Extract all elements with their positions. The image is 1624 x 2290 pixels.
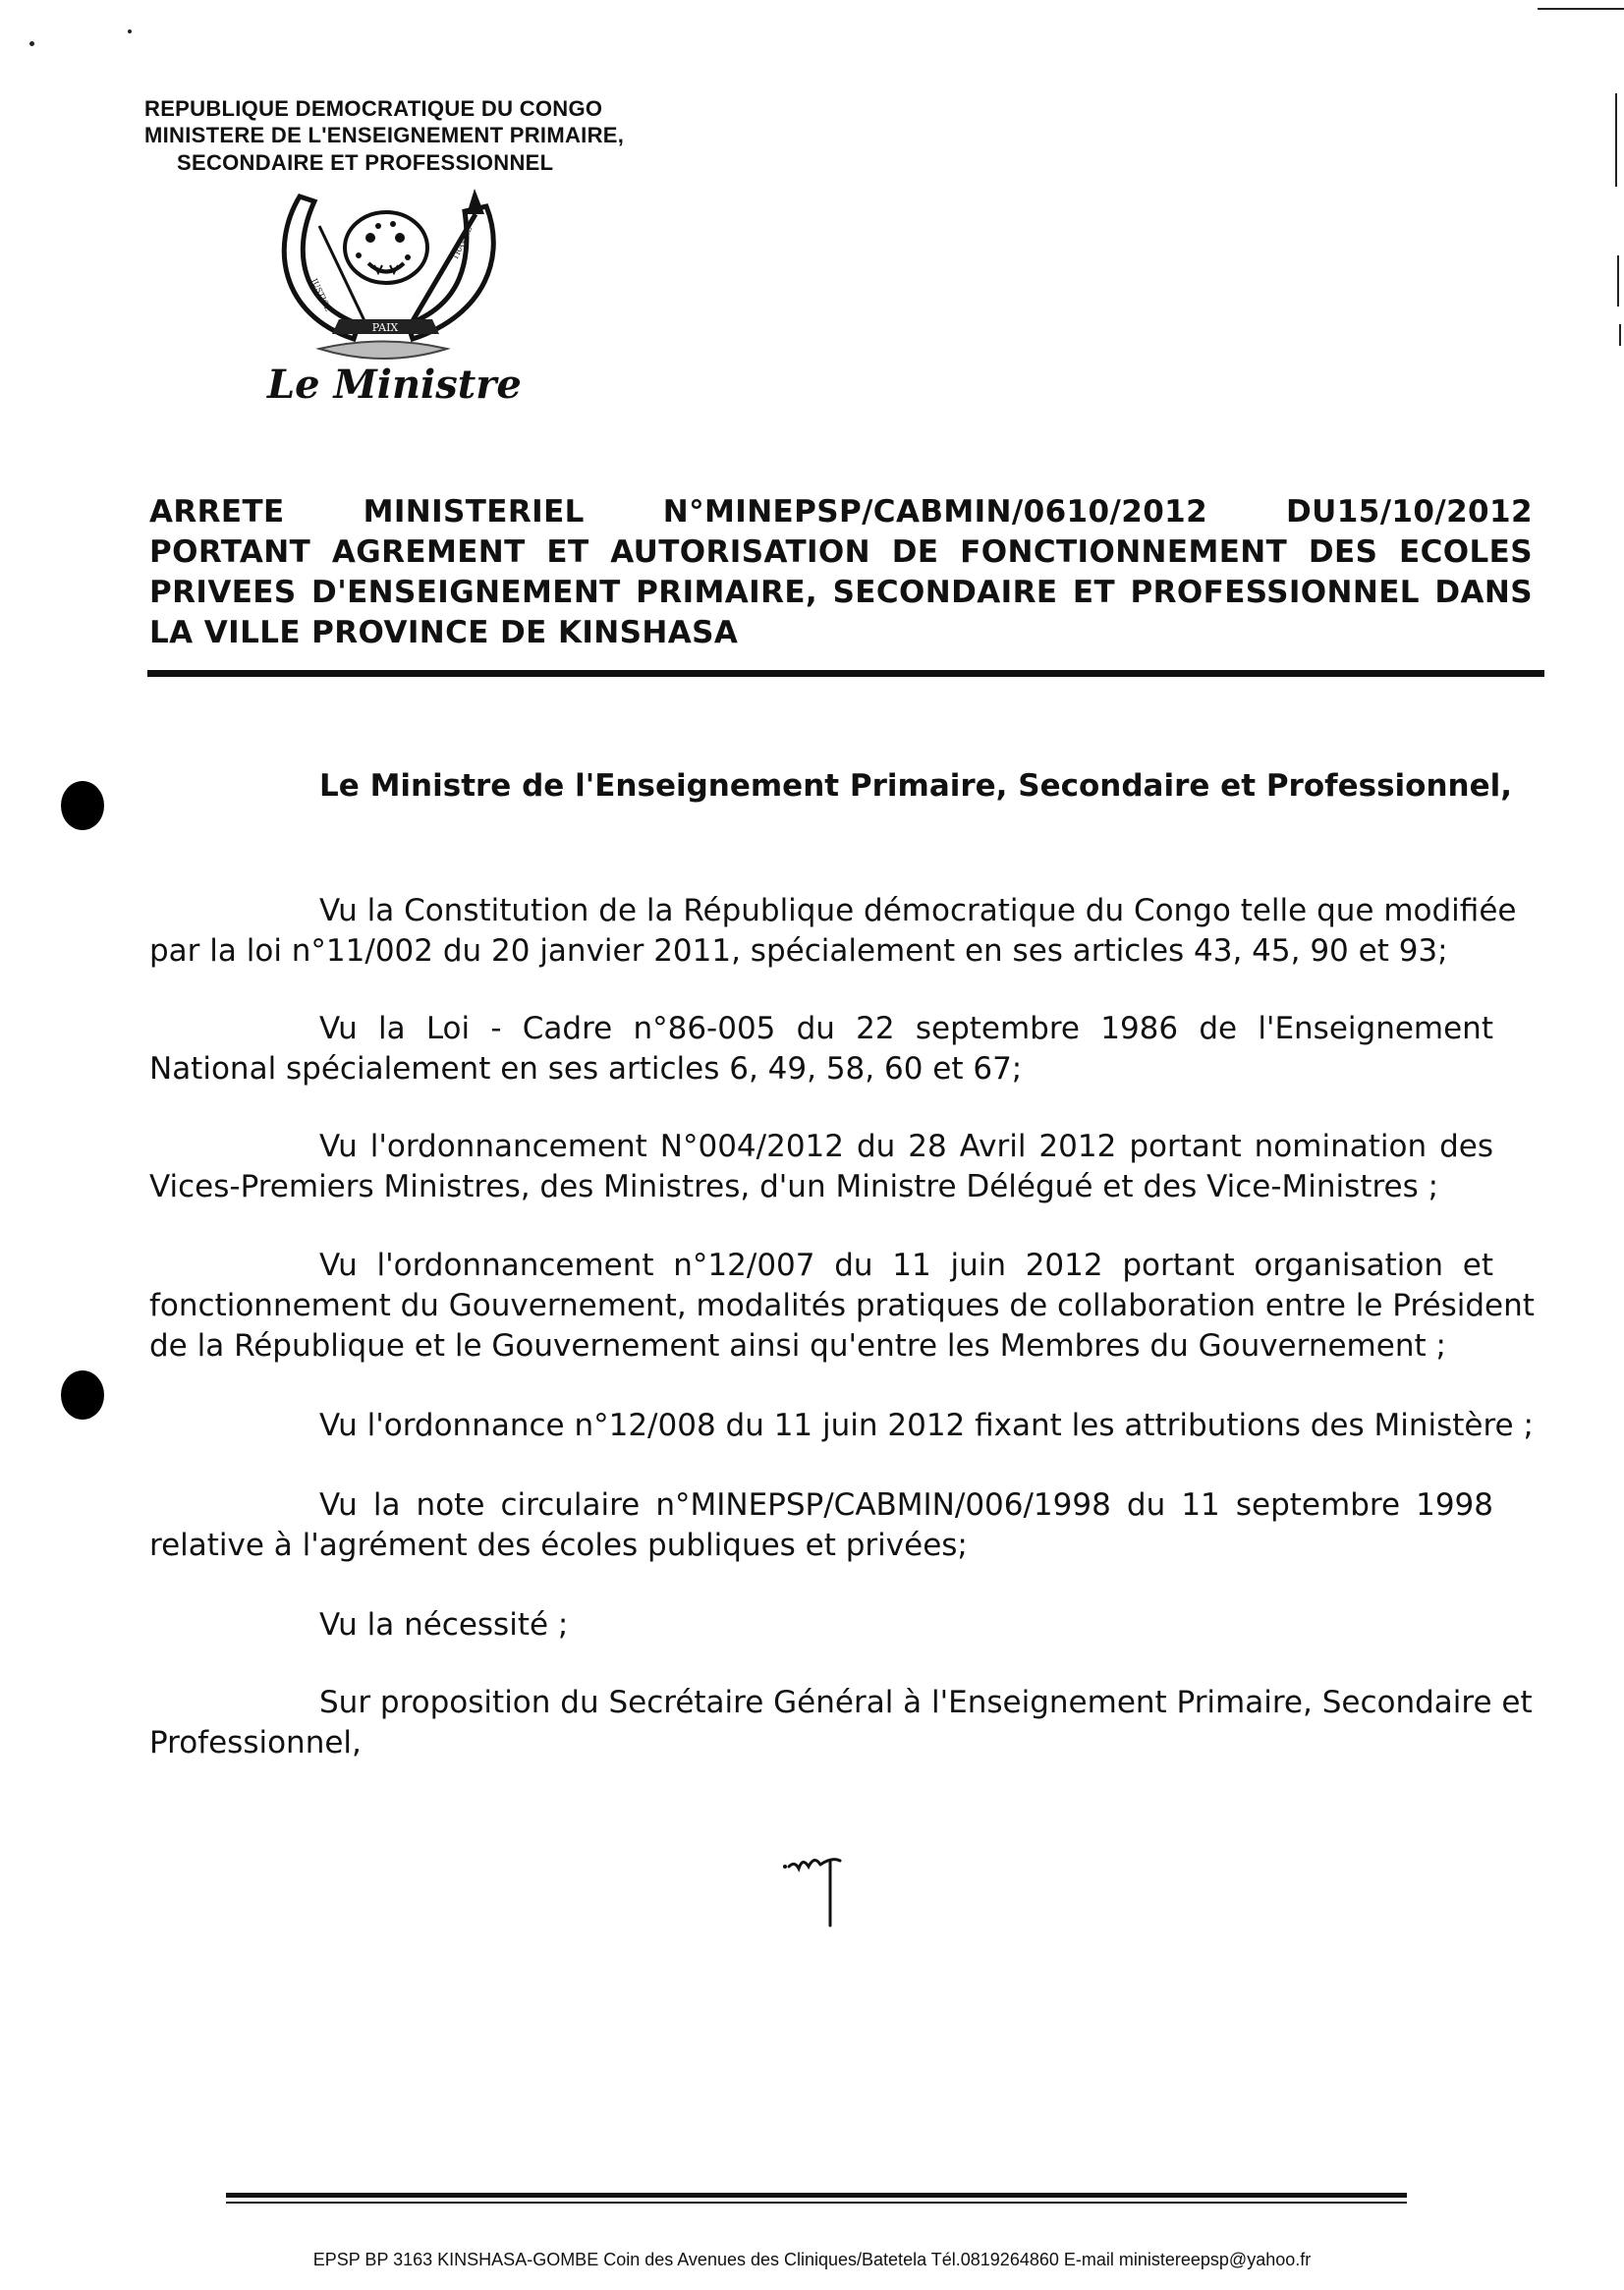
paragraph-proposition: Sur proposition du Secrétaire Général à l'Enseignement Primaire, Secondaire et Professionnel, <box>149 1685 1533 1760</box>
emblem-banner-center: PAIX <box>371 321 399 334</box>
coat-of-arms-emblem <box>260 187 506 373</box>
decree-title-line-2: PORTANT AGREMENT ET AUTORISATION DE FONCTIONNEMENT DES ECOLES <box>149 534 1533 570</box>
paragraph-necessite: Vu la nécessité ; <box>319 1607 569 1643</box>
emblem-banner-left: JUSTICE <box>309 277 333 313</box>
paragraph-ordonnance-nomination: Vu l'ordonnancement N°004/2012 du 28 Avril 2012 portant nomination des Vices-Premiers Ministres, des Ministres, d'un Ministre Délégué et des Vice-Ministres ; <box>149 1129 1493 1204</box>
paragraph-ordonnance-attributions: Vu l'ordonnance n°12/008 du 11 juin 2012 fixant les attributions des Ministère ; <box>319 1408 1534 1443</box>
scan-edge-line <box>1619 324 1621 346</box>
scan-mark <box>29 41 34 46</box>
decree-number-line <box>149 494 1533 530</box>
decree-word-ministeriel: MINISTERIEL <box>363 494 585 530</box>
scan-edge-line <box>1538 8 1624 10</box>
paragraph-constitution: Vu la Constitution de la République démocratique du Congo telle que modifiée par la loi n°11/002 du 20 janvier 2011, spécialement en ses articles 43, 45, 90 et 93; <box>149 893 1517 969</box>
footer-address: EPSP BP 3163 KINSHASA-GOMBE Coin des Avenues des Cliniques/Batetela Tél.0819264860 E-mail ministereepsp@yahoo.fr <box>312 2250 1312 2269</box>
paragraph-ordonnance-organisation: Vu l'ordonnancement n°12/007 du 11 juin 2012 portant organisation et fonctionnement du Gouvernement, modalités pratiques de collaboration entre le Président de la République et le Gouvernement ainsi qu'entre les Membres du Gouvernement ; <box>149 1248 1535 1364</box>
scan-edge-line <box>1615 93 1617 187</box>
decree-word-arrete: ARRETE <box>149 494 285 530</box>
handwritten-initials <box>781 1847 869 1935</box>
paragraph-loi-cadre: Vu la Loi - Cadre n°86-005 du 22 septembre 1986 de l'Enseignement National spécialement en ses articles 6, 49, 58, 60 et 67; <box>149 1011 1493 1087</box>
punch-hole <box>61 781 104 830</box>
scan-edge-line <box>1617 255 1619 307</box>
punch-hole <box>61 1370 104 1420</box>
decree-title-line-3: PRIVEES D'ENSEIGNEMENT PRIMAIRE, SECONDAIRE ET PROFESSIONNEL DANS <box>149 575 1533 610</box>
footer-rule-thin <box>226 2202 1407 2204</box>
footer-rule-thick <box>226 2193 1407 2198</box>
header-ministry: MINISTERE DE L'ENSEIGNEMENT PRIMAIRE, <box>144 123 625 147</box>
title-separator-rule <box>147 670 1544 677</box>
emblem-banner-right: TRAVAIL <box>450 225 475 261</box>
decree-number: N°MINEPSP/CABMIN/0610/2012 <box>662 494 1208 530</box>
header-country: REPUBLIQUE DEMOCRATIQUE DU CONGO <box>144 96 603 121</box>
decree-date: DU15/10/2012 <box>1286 494 1533 530</box>
le-ministre-title: Le Ministre <box>267 362 522 408</box>
minister-heading: Le Ministre de l'Enseignement Primaire, Secondaire et Professionnel, <box>319 768 1513 804</box>
header-ministry-cont: SECONDAIRE ET PROFESSIONNEL <box>177 150 554 175</box>
decree-title-line-4: LA VILLE PROVINCE DE KINSHASA <box>149 615 739 650</box>
scan-mark <box>128 29 132 33</box>
paragraph-note-circulaire: Vu la note circulaire n°MINEPSP/CABMIN/006/1998 du 11 septembre 1998 relative à l'agrément des écoles publiques et privées; <box>149 1487 1493 1563</box>
